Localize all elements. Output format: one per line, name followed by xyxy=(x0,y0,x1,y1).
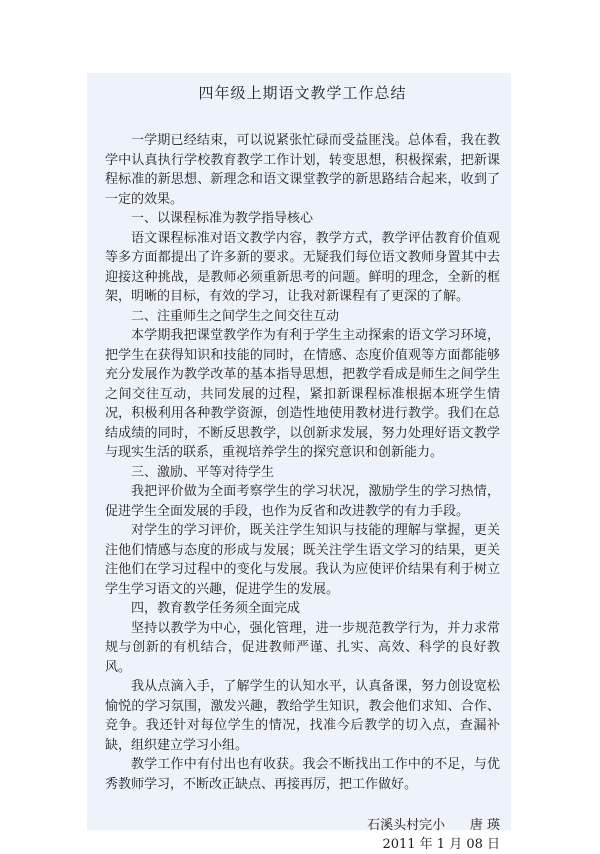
section-heading-2: 二、注重师生之间学生之间交往互动 xyxy=(131,308,340,324)
section-heading-4: 四，教育教学任务须全面完成 xyxy=(131,601,301,616)
paragraph-section-2: 本学期我把课堂教学作为有利于学生主动探索的语文学习环境，把学生在获得知识和技能的同时，在情感、态度价值观等方面都能够充分发展作为教学改革的基本指导思想，把教学看成是师生之间学生之间交往互动，共同发展的过程，紧扣新课程标准根据本班学生情况，积极利用各种教学资源，创造性地使用教材进行教学。我们在总结成绩的同时，不断反思教学，以创新求发展，努力处理好语文教学与现实生活的联系，重视培养学生的探究意识和创新能力。 xyxy=(105,328,500,460)
document-title: 四年级上期语文教学工作总结 xyxy=(198,84,407,102)
paragraph-section-4a: 坚持以教学为中心，强化管理，进一步规范教学行为，并力求常规与创新的有机结合，促进教师严谨、扎实、高效、科学的良好教风。 xyxy=(105,620,500,675)
paragraph-section-3a: 我把评价做为全面考察学生的学习状况，激励学生的学习热情，促进学生全面发展的手段，也作为反省和改进教学的有力手段。 xyxy=(105,484,500,519)
document-page xyxy=(87,73,511,852)
paragraph-conclusion: 教学工作中有付出也有收获。我会不断找出工作中的不足，与优秀教师学习，不断改正缺点、再接再厉，把工作做好。 xyxy=(105,757,500,792)
signature-block xyxy=(105,816,500,854)
section-heading-1: 一、以课程标准为教学指导核心 xyxy=(131,211,314,226)
paragraph-section-4b: 我从点滴入手，了解学生的认知水平，认真备课，努力创设宽松愉悦的学习氛围，激发兴趣，教给学生知识，教会他们求知、合作、竞争。我还针对每位学生的情况，找准今后教学的切入点，查漏补缺，组织建立学习小组。 xyxy=(105,679,500,753)
paragraph-section-1: 语文课程标准对语文教学内容，教学方式，教学评估教育价值观等多方面都提出了许多新的要求。无疑我们每位语文教师身置其中去迎接这种挑战，是教师必须重新思考的问题。鲜明的理念，全新的框架，明晰的目标，有效的学习，让我对新课程有了更深的了解。 xyxy=(105,230,500,304)
section-heading-3: 三、激励、平等对待学生 xyxy=(131,464,275,480)
paragraph-intro: 一学期已经结束，可以说紧张忙碌而受益匪浅。总体看，我在教学中认真执行学校教育教学工作计划，转变思想，积极探索，把新课程标准的新思想、新理念和语文课堂教学的新思路结合起来，收到了一定的效果。 xyxy=(105,133,500,207)
signature-school-name: 石溪头村完小 唐 瑛 xyxy=(367,818,500,833)
document-body xyxy=(105,131,500,794)
signature-date: 2011 年 1 月 08 日 xyxy=(382,837,500,852)
paragraph-section-3b: 对学生的学习评价，既关注学生知识与技能的理解与掌握，更关注他们情感与态度的形成与发展；既关注学生语文学习的结果，更关注他们在学习过程中的变化与发展。我认为应使评价结果有利于树立学生学习语文的兴趣，促进学生的发展。 xyxy=(105,523,500,597)
